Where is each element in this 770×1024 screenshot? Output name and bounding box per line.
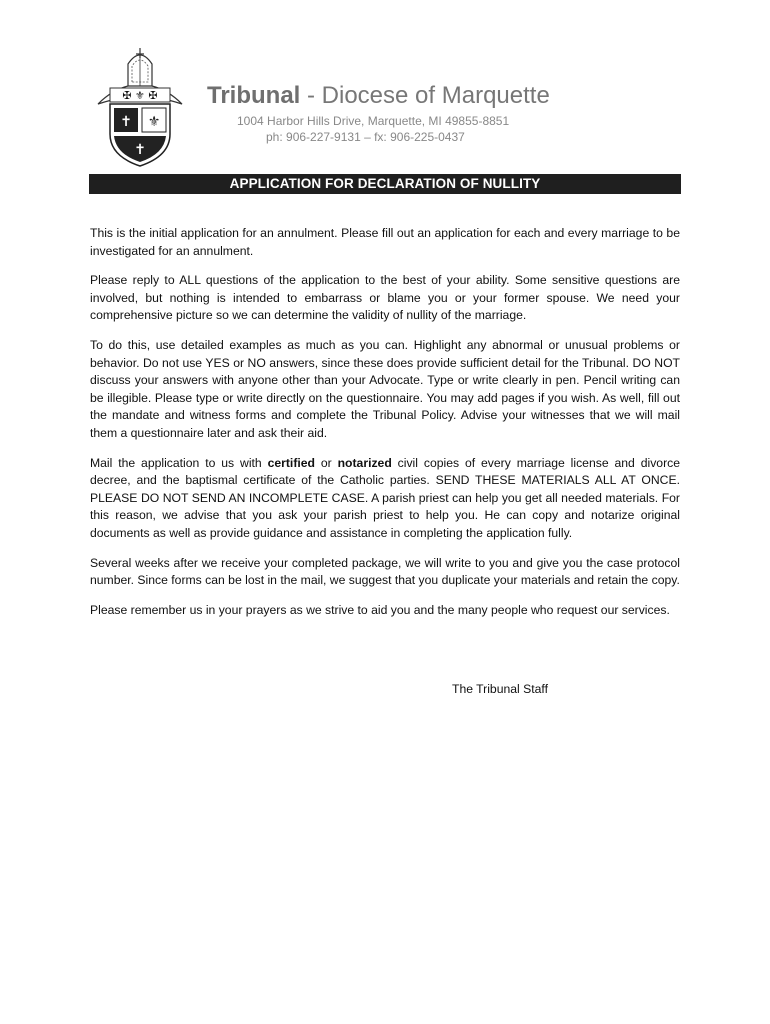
paragraph-6: Please remember us in your prayers as we strive to aid you and the many people who request our services. bbox=[90, 602, 670, 617]
document-body bbox=[90, 225, 680, 631]
p4-text-e: civil copies of every marriage license and divorce decree, and the baptismal certificate of the Catholic parties. SEND THESE MATERIALS ALL AT ONCE. PLEASE DO NOT SEND AN INCOMPLETE CASE. A parish priest can help you get all needed materials. For this reason, we advise that you ask your parish priest to help you. He can copy and notarize original documents as well as provide guidance and assistance in completing the application fully. bbox=[90, 455, 681, 540]
p4-notarized: notarized bbox=[337, 455, 392, 470]
signoff: The Tribunal Staff bbox=[452, 682, 548, 696]
p4-certified: certified bbox=[267, 455, 315, 470]
title-strong: Tribunal bbox=[207, 82, 301, 109]
paragraph-5: Several weeks after we receive your completed package, we will write to you and give you the case protocol number. Since forms can be lost in the mail, we suggest that you duplicate your materials and retain the copy. bbox=[90, 555, 680, 588]
p4-text-c: or bbox=[315, 455, 338, 470]
paragraph-1: This is the initial application for an annulment. Please fill out an application for each and every marriage to be investigated for an annulment. bbox=[90, 226, 680, 258]
letterhead-address: 1004 Harbor Hills Drive, Marquette, MI 49855-8851 bbox=[237, 114, 510, 128]
p4-text-a: Mail the application to us with bbox=[90, 455, 268, 470]
letterhead-title bbox=[207, 82, 627, 110]
document-heading: APPLICATION FOR DECLARATION OF NULLITY bbox=[89, 174, 681, 194]
title-rest: - Diocese of Marquette bbox=[300, 82, 550, 109]
svg-text:✠ ⚜ ✠: ✠ ⚜ ✠ bbox=[122, 89, 158, 102]
paragraph-3: To do this, use detailed examples as much as you can. Highlight any abnormal or unusual problems or behavior. Do not use YES or NO answers, since these does provide sufficient detail for the Tribunal. DO NOT discuss your answers with anyone other than your Advocate. Type or write clearly in pen. Pencil writing can be illegible. Please type or write directly on the questionnaire. You may add pages if you wish. As well, fill out the mandate and witness forms and complete the Tribunal Policy. Advise your witnesses that we will mail them a questionnaire later and ask their aid. bbox=[90, 337, 680, 440]
paragraph-4 bbox=[90, 455, 680, 543]
svg-text:✝: ✝ bbox=[134, 142, 146, 158]
letterhead-phone-fax: ph: 906-227-9131 – fx: 906-225-0437 bbox=[266, 130, 465, 144]
paragraph-2: Please reply to ALL questions of the application to the best of your ability. Some sensitive questions are involved, but nothing is intended to embarrass or blame you or your former spouse. We need your comprehensive picture so we can determine the validity of nullity of the marriage. bbox=[90, 273, 680, 323]
svg-text:⚜: ⚜ bbox=[147, 114, 161, 130]
svg-text:✝: ✝ bbox=[120, 114, 132, 130]
diocese-coat-of-arms-icon bbox=[92, 46, 188, 168]
